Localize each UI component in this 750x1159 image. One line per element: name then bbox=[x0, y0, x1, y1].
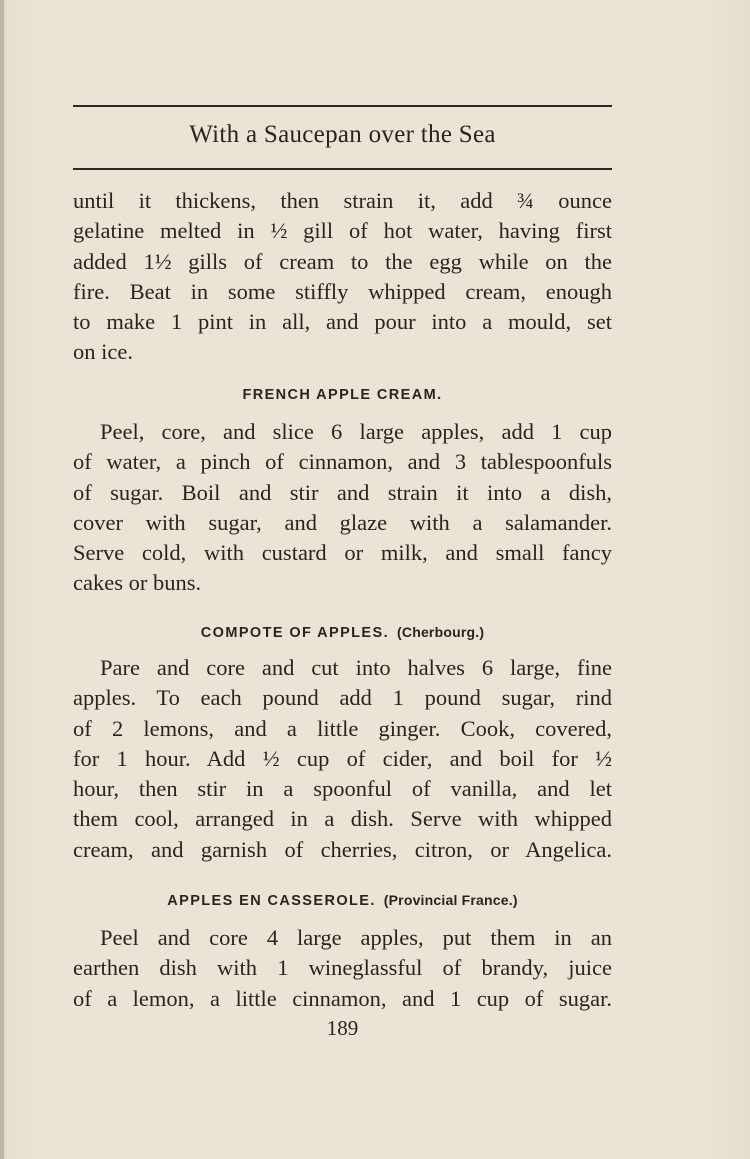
text-line: of water, a pinch of cinnamon, and 3 tablespoonfuls bbox=[73, 449, 612, 475]
text-line: cover with sugar, and glaze with a salamander. bbox=[73, 509, 612, 535]
recipe-origin: (Provincial France.) bbox=[383, 892, 518, 908]
recipe-title: APPLES EN CASSEROLE. bbox=[167, 893, 376, 909]
text-line: fire. Beat in some stiffly whipped cream, enough bbox=[73, 278, 612, 304]
recipe-title: COMPOTE OF APPLES. bbox=[200, 625, 390, 641]
page-number: 189 bbox=[326, 1016, 359, 1040]
running-head: With a Saucepan over the Sea bbox=[189, 121, 496, 148]
text-line: Pare and core and cut into halves 6 large, fine bbox=[100, 655, 612, 680]
text-line: on ice. bbox=[73, 339, 133, 365]
continuation-paragraph bbox=[73, 186, 612, 368]
recipe-heading bbox=[73, 387, 612, 403]
recipe-body bbox=[73, 653, 612, 865]
text-line: until it thickens, then strain it, add ¾ ounce bbox=[73, 188, 612, 213]
text-line: of a lemon, a little cinnamon, and 1 cup of sugar. bbox=[73, 985, 612, 1011]
page-binding-edge bbox=[0, 0, 4, 1159]
text-line: Serve cold, with custard or milk, and small fancy bbox=[73, 540, 612, 566]
text-line: apples. To each pound add 1 pound sugar, rind bbox=[73, 685, 612, 711]
text-line: gelatine melted in ½ gill of hot water, having first bbox=[73, 218, 612, 244]
text-line: of sugar. Boil and stir and strain it into a dish, bbox=[73, 479, 612, 505]
recipe-body bbox=[73, 923, 612, 1014]
text-line: for 1 hour. Add ½ cup of cider, and boil for ½ bbox=[73, 745, 612, 771]
recipe-origin: (Cherbourg.) bbox=[397, 624, 485, 640]
recipe-heading bbox=[73, 624, 612, 641]
text-line: cakes or buns. bbox=[73, 570, 202, 596]
text-line: them cool, arranged in a dish. Serve with whipped bbox=[73, 806, 612, 832]
text-line: hour, then stir in a spoonful of vanilla, and let bbox=[73, 776, 612, 802]
text-line: cream, and garnish of cherries, citron, or Angelica. bbox=[73, 836, 612, 862]
recipe-body bbox=[73, 417, 612, 599]
text-line: to make 1 pint in all, and pour into a mould, set bbox=[73, 309, 612, 335]
text-line: earthen dish with 1 wineglassful of brandy, juice bbox=[73, 955, 612, 981]
header-rule-bottom bbox=[73, 168, 612, 170]
text-line: added 1½ gills of cream to the egg while on the bbox=[73, 248, 612, 274]
recipe-heading bbox=[73, 892, 612, 909]
recipe-title: FRENCH APPLE CREAM. bbox=[242, 387, 443, 403]
text-line: Peel, core, and slice 6 large apples, add 1 cup bbox=[100, 419, 612, 444]
text-line: Peel and core 4 large apples, put them in an bbox=[100, 925, 612, 950]
text-line: of 2 lemons, and a little ginger. Cook, covered, bbox=[73, 715, 612, 741]
header-rule-top bbox=[73, 105, 612, 107]
